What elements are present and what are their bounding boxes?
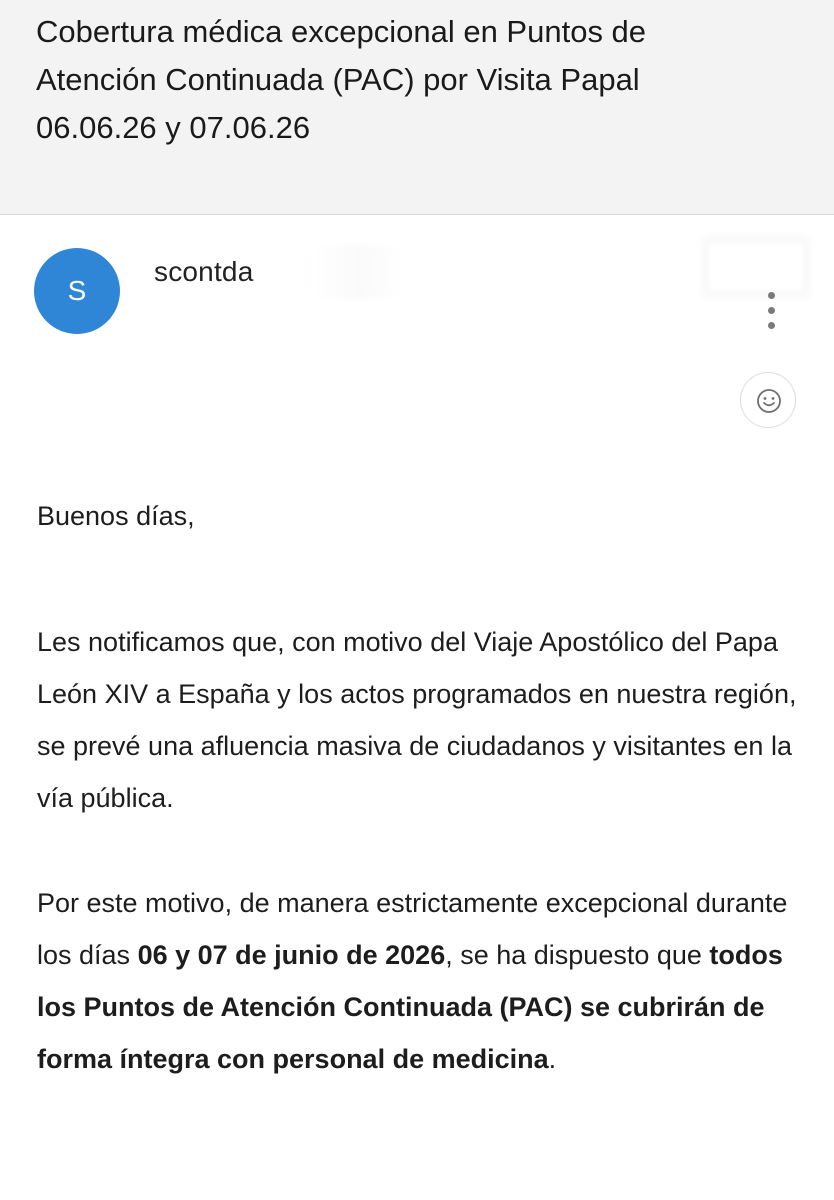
email-paragraph-1: Les notificamos que, con motivo del Viaje Apostólico del Papa León XIV a España y los actos programados en nuestra región, se prevé una afluencia masiva de ciudadanos y visitantes en la vía pública. [37, 627, 797, 813]
paragraph-2-text-2: , se ha dispuesto que [445, 940, 710, 970]
paragraph-2-bold-dates: 06 y 07 de junio de 2026 [137, 940, 446, 970]
sender-redaction [262, 246, 402, 298]
email-subject: Cobertura médica excepcional en Puntos de Atención Continuada (PAC) por Visita Papal 06.06.26 y 07.06.26 [36, 14, 647, 145]
email-subject-header [0, 0, 834, 215]
email-body [37, 490, 807, 1085]
paragraph-2-text-3: . [548, 1044, 557, 1074]
sender-row [0, 216, 834, 446]
smiley-icon [756, 388, 782, 414]
date-redaction [708, 242, 804, 292]
paragraph-2-bold-pac: todos los Puntos de Atención Continuada (PAC) se cubrirán de forma íntegra con personal de medicina [37, 940, 783, 1074]
email-paragraph-2 [37, 877, 807, 1085]
paragraph-2-text-1: Por este motivo, de manera estrictamente excepcional durante los días [37, 888, 788, 970]
sender-name[interactable]: scontda [154, 256, 254, 287]
reaction-button[interactable] [740, 372, 796, 428]
email-greeting: Buenos días, [37, 501, 195, 531]
avatar[interactable]: S [34, 248, 120, 334]
more-vertical-icon[interactable] [760, 292, 784, 332]
